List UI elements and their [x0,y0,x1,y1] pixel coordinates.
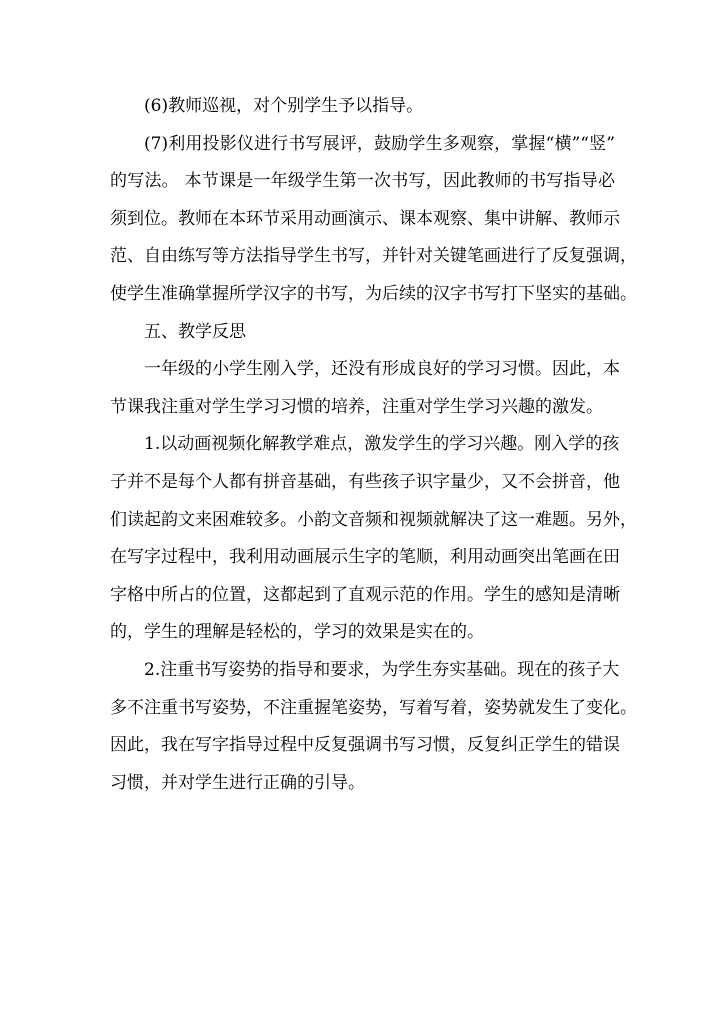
text-line: 节课我注重对学生学习习惯的培养，注重对学生学习兴趣的激发。 [110,396,603,417]
text-line: 五、教学反思 [144,321,246,342]
text-line: 在写字过程中，我利用动画展示生字的笔顺，利用动画突出笔画在田 [110,547,620,568]
text-line: (7)利用投影仪进行书写展评，鼓励学生多观察，掌握“横”“竖” [144,133,615,154]
text-line: 字格中所占的位置，这都起到了直观示范的作用。学生的感知是清晰 [110,584,620,605]
text-line: 们读起韵文来困难较多。小韵文音频和视频就解决了这一难题。另外， [110,509,637,530]
text-line: 2.注重书写姿势的指导和要求，为学生夯实基础。现在的孩子大 [144,659,620,680]
text-line: 的，学生的理解是轻松的，学习的效果是实在的。 [110,622,484,643]
text-line: 因此，我在写字指导过程中反复强调书写习惯，反复纠正学生的错误 [110,735,620,756]
text-line: (6)教师巡视，对个别学生予以指导。 [144,96,424,116]
document-body [110,88,637,802]
text-line: 的写法。 本节课是一年级学生第一次书写，因此教师的书写指导必 [110,171,615,192]
text-line: 须到位。教师在本环节采用动画演示、课本观察、集中讲解、教师示 [110,208,620,229]
text-line: 一年级的小学生刚入学，还没有形成良好的学习习惯。因此，本 [144,359,620,380]
text-line: 多不注重书写姿势，不注重握笔姿势，写着写着，姿势就发生了变化。 [110,697,637,718]
text-line: 习惯，并对学生进行正确的引导。 [110,772,365,793]
text-line: 使学生准确掌握所学汉字的书写，为后续的汉字书写打下坚实的基础。 [110,283,637,304]
text-line: 1.以动画视频化解教学难点，激发学生的学习兴趣。刚入学的孩 [144,434,620,455]
text-line: 范、自由练写等方法指导学生书写，并针对关键笔画进行了反复强调， [110,246,637,267]
text-line: 子并不是每个人都有拼音基础，有些孩子识字量少，又不会拼音，他 [110,471,620,492]
